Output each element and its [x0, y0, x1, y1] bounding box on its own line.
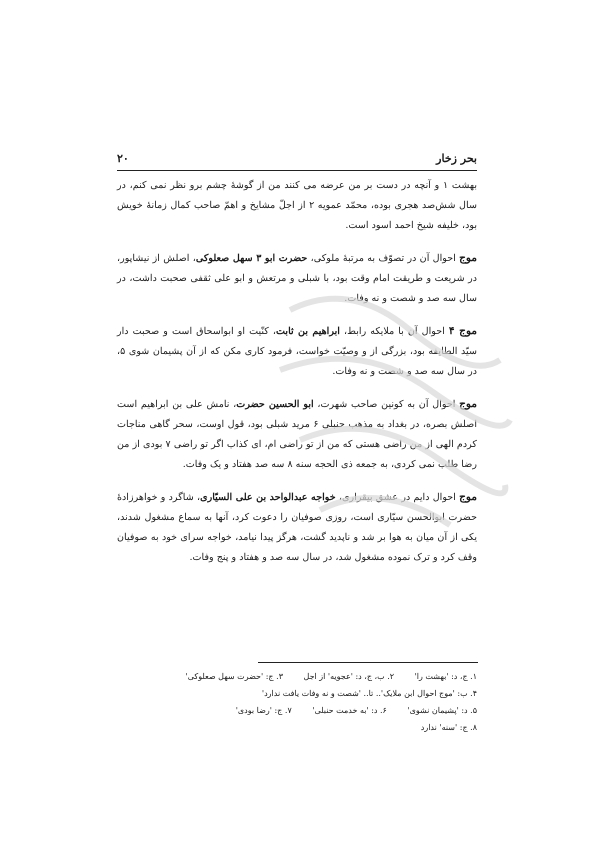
paragraph-text: ، نامش علی بن ابراهیم است اصلش بصره، در بغداد به مذهب حنبلی ۶ مرید شبلی بود، قول اوست، سحر گاهی مناجات کردم الهی از من راضی هستی که من از تو راضی ام، ای کذاب اگر تو راضی ۷ بودی از من رضا طلب نمی کردی، به جمعه ذی الحجه سنه ۸ سه صد هفتاد و یک وفات.: [117, 399, 477, 470]
paragraph-2: [117, 321, 477, 382]
footnote: ۸. ج: 'سنه' ندارد: [420, 723, 477, 732]
person-name: حضرت ابو ۳ سهل صعلوکی: [195, 253, 308, 264]
paragraph-lead: موج: [459, 491, 477, 503]
paragraph-text: احوال آن به کونین صاحب شهرت،: [313, 399, 456, 410]
paragraph-1: [117, 248, 477, 309]
running-title: بحر زخار: [436, 152, 477, 165]
footnote: ۲. ب، ج، د: 'عجویه' از اجل: [303, 672, 395, 681]
paragraph-text: احوال دایم در عشق بیقراری،: [335, 492, 456, 503]
person-name: خواجه عبدالواحد بن علی السیّاری: [200, 492, 336, 503]
paragraph-3: [117, 394, 477, 475]
footnote-line: [117, 685, 477, 702]
footnote-line: [117, 719, 477, 736]
footnote-line: [117, 668, 477, 685]
footnote-line: [117, 702, 477, 719]
running-header: [117, 152, 477, 168]
main-text: [117, 176, 477, 568]
paragraph-lead: موج: [459, 252, 477, 264]
paragraph-text: احوال آن با ملایکه رابط،: [339, 326, 445, 337]
footnote-rule: [258, 662, 478, 663]
footnote: ۱. ج، د: 'بهشت را': [414, 672, 477, 681]
paragraph-text: ، کنّیت او ابواسحاق است و صحبت دار سیّد الطایفه بود، بزرگی از و وصیّت خواست، فرمود کاری مکن که از آن پشیمان شوی ۵، در سال سه صد و شصت و نه وفات.: [117, 326, 477, 377]
paragraph-text: احوال آن در تصوّف به مرتبهٔ ملوکی،: [307, 253, 456, 264]
paragraph-text: ، شاگرد و خواهرزادهٔ حضرت ابوالحسن سیّاری است، روزی صوفیان را دعوت کرد، آنها به سماع مشغول شدند، یکی از آن میان به هوا بر شد و ناپدید گشت، هرگز پیدا نیامد، خواجه سرای خود به صوفیان وقف کرد و ترک نموده مشغول شد، در سال سه صد و هفتاد و پنج وفات.: [117, 492, 477, 563]
footnote: ۷. ج: 'رضا بودی': [235, 706, 292, 715]
paragraph-4: [117, 487, 477, 568]
footnotes: [117, 668, 477, 736]
intro-paragraph: بهشت ۱ و آنچه در دست بر من عرضه می کنند من از گوشهٔ چشم برو نظر نمی کنم، در سال شش‌صد هجری بوده، محمّد عمویه ۲ از اجلّ مشایخ و اهمّ صاحب کمال زمانهٔ خویش بود، خلیفه شیخ احمد اسود است.: [117, 180, 477, 231]
footnote: ۴. ب: 'موج احوال ابن ملایک'.. تا.. 'شصت و نه وفات یافت ندارد': [261, 689, 477, 698]
person-name: ابو الحسین حضرت: [236, 399, 314, 410]
footnote: ۶. د: 'به خدمت حنبلی': [312, 706, 387, 715]
header-rule: [117, 170, 477, 171]
footnote: ۵. د: 'پشیمان نشوی': [407, 706, 477, 715]
paragraph-lead: موج ۴: [448, 325, 478, 337]
person-name: ابراهیم بن ثابت: [276, 326, 340, 337]
page-number: ۲۰: [117, 152, 129, 165]
footnote: ۳. ج: 'حضرت سهل صعلوکی': [185, 672, 283, 681]
paragraph-lead: موج: [459, 398, 477, 410]
paragraph-text: ، اصلش از نیشاپور، در شریعت و طریقت امام وقت بود، با شبلی و مرتعش و ابو علی ثقفی صحبت داشت، در سال سه صد و شصت و نه وفات.: [117, 253, 477, 304]
